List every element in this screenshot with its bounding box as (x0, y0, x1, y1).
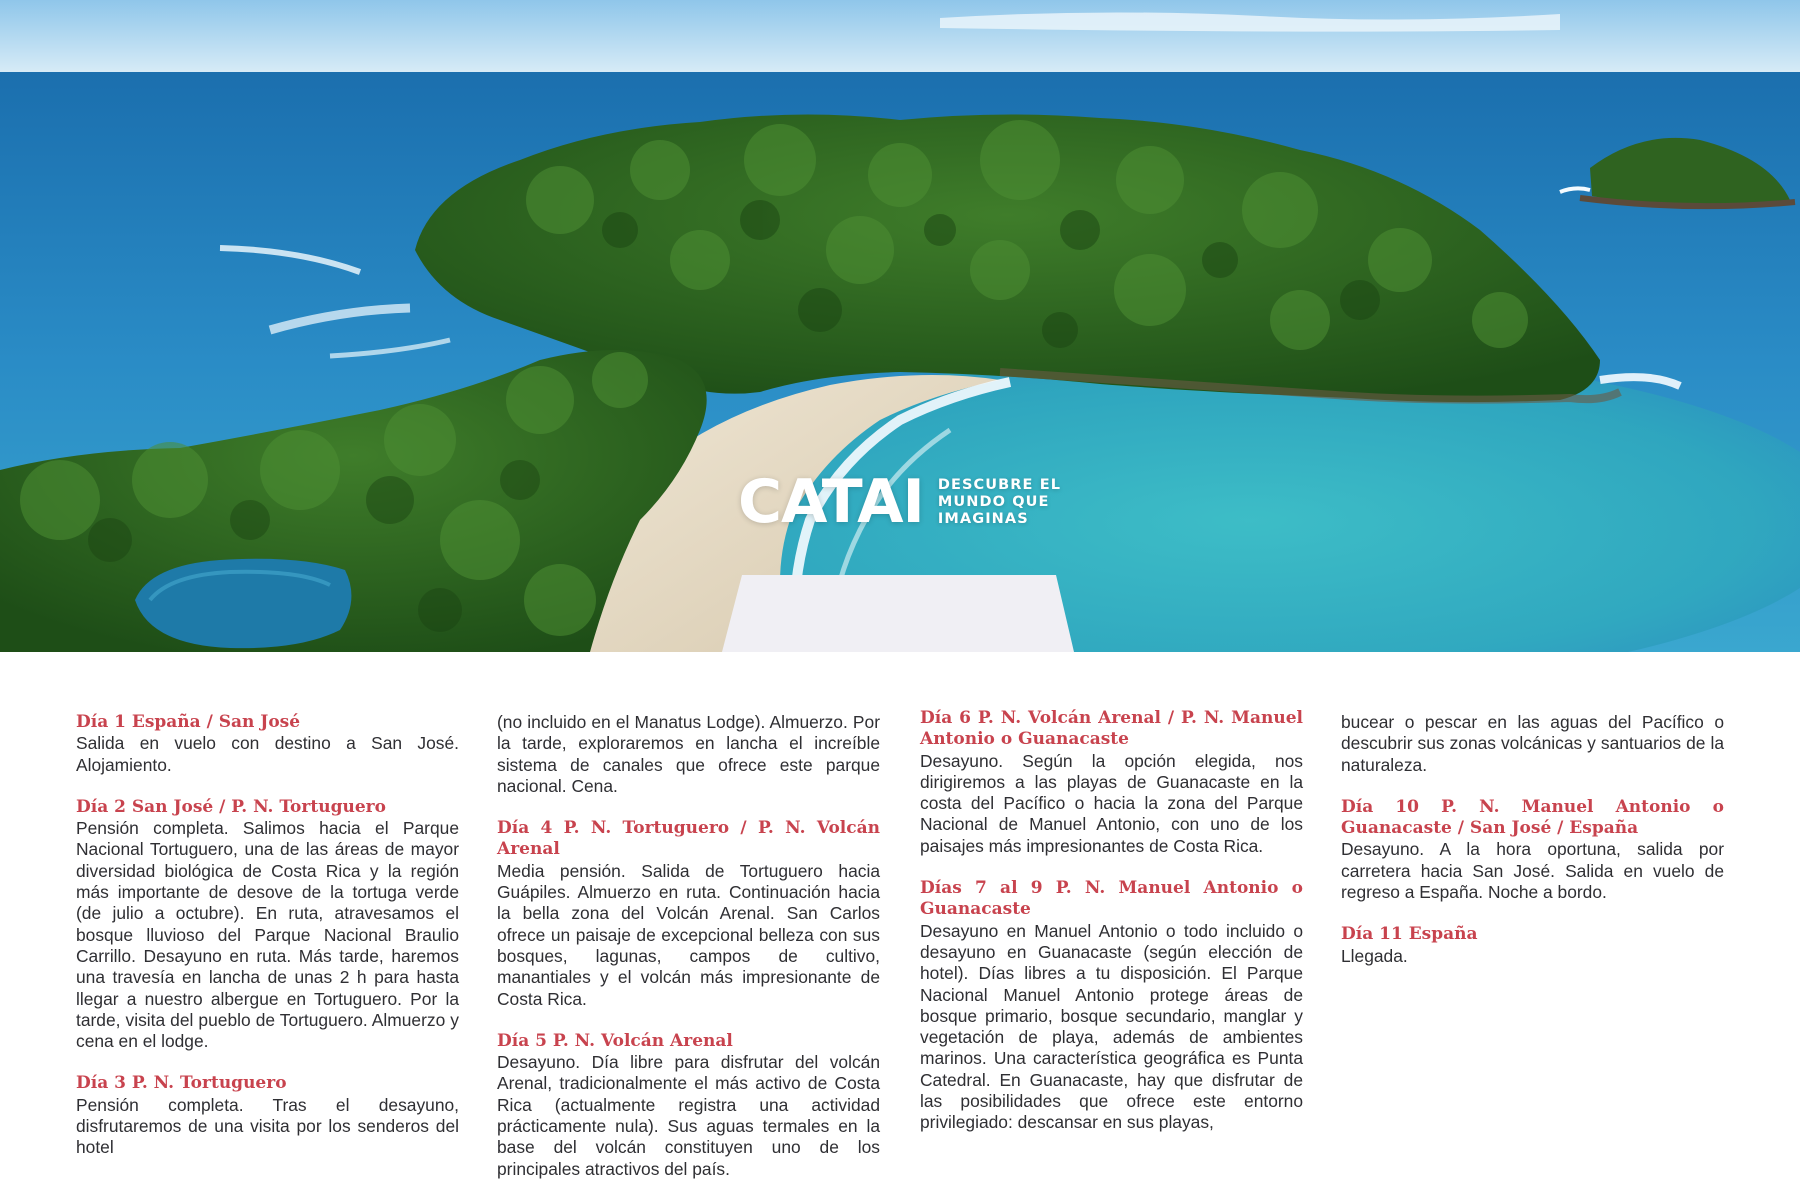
tagline-line-1: DESCUBRE EL (937, 476, 1062, 493)
itinerary (76, 708, 1726, 1182)
day-title: Día 3 P. N. Tortuguero (76, 1073, 287, 1094)
day-2 (76, 797, 459, 1053)
day-title: Día 5 P. N. Volcán Arenal (497, 1030, 733, 1051)
day-10 (1341, 797, 1724, 903)
day-text: Llegada. (1341, 945, 1408, 966)
day-text: Desayuno. Según la opción elegida, nos dirigiremos a las playas de Guanacaste en la costa del Pacífico o hacia la zona del Parque Nacional de Manuel Antonio, con uno de los paisajes más impresionantes de Costa Rica. (920, 750, 1303, 856)
day-6 (920, 708, 1303, 857)
day-title: Día 1 España / San José (76, 712, 301, 732)
day-title: Día 11 España (1341, 924, 1478, 945)
day-11 (1341, 924, 1724, 967)
day-text: Desayuno. A la hora oportuna, salida por carretera hacia San José. Salida en vuelo de regreso a España. Noche a bordo. (1341, 839, 1724, 903)
day-title: Días 7 al 9 P. N. Manuel Antonio o Guanacaste (920, 878, 1303, 920)
day-text: Pensión completa. Salimos hacia el Parque Nacional Tortuguero, una de las áreas de mayor diversidad biológica de Costa Rica y la región más importante de desove de la tortuga verde (de julio a octubre). En ruta, atravesamos el bosque lluvioso del Parque Nacional Braulio Carrillo. Desayuno en ruta. Más tarde, haremos una travesía en lancha de unas 2 h para hasta llegar a nuestro albergue en Tortuguero. Por la tarde, visita del pueblo de Tortuguero. Almuerzo y cena en el lodge. (76, 818, 459, 1052)
day-text: Pensión completa. Tras el desayuno, disfrutaremos de una visita por los senderos del hotel (76, 1094, 459, 1158)
itinerary-column-3 (920, 708, 1303, 1155)
tagline-line-2: MUNDO QUE (937, 493, 1050, 510)
brand-logo (738, 467, 1062, 537)
day-title: Día 4 P. N. Tortuguero / P. N. Volcán Arenal (497, 818, 880, 860)
day-4 (497, 818, 880, 1010)
tagline-line-3: IMAGINAS (937, 510, 1029, 527)
itinerary-column-1 (76, 712, 459, 1180)
days-7-9 (920, 878, 1303, 1134)
day-5 (497, 1031, 880, 1180)
day-3-continued (497, 712, 880, 797)
day-text: bucear o pescar en las aguas del Pacífico o descubrir sus zonas volcánicas y santuarios de la naturaleza. (1341, 712, 1724, 775)
itinerary-column-2 (497, 712, 880, 1201)
day-title: Día 2 San José / P. N. Tortuguero (76, 796, 386, 817)
brand-name: CATAI (738, 467, 924, 537)
itinerary-column-4 (1341, 712, 1724, 988)
day-title: Día 10 P. N. Manuel Antonio o Guanacaste / San José / España (1341, 796, 1724, 839)
days-7-9-continued (1341, 712, 1724, 776)
day-text: Desayuno. Día libre para disfrutar del volcán Arenal, tradicionalmente el más activo de Costa Rica (actualmente registra una actividad prácticamente nula). Sus aguas termales en la base del volcán constituyen uno de los principales atractivos del país. (497, 1052, 880, 1179)
day-text: (no incluido en el Manatus Lodge). Almuerzo. Por la tarde, exploraremos en lancha el increíble sistema de canales que ofrece este parque nacional. Cena. (497, 712, 880, 796)
brand-tagline (938, 477, 1061, 528)
day-text: Media pensión. Salida de Tortuguero hacia Guápiles. Almuerzo en ruta. Continuación hacia la bella zona del Volcán Arenal. San Carlos ofrece un paisaje de excepcional belleza con sus bosques, lagunas, campos de cultivo, manantiales y el volcán más impresionante de Costa Rica. (497, 860, 880, 1009)
day-text: Desayuno en Manuel Antonio o todo incluido o desayuno en Guanacaste (según elección de hotel). Días libres a tu disposición. El Parque Nacional Manuel Antonio protege áreas de bosque primario, bosque secundario, manglar y vegetación de playa, además de ambientes marinos. Una característica geográfica es Punta Catedral. En Guanacaste, hay que disfrutar de las posibilidades que ofrece este entorno privilegiado: descansar en sus playas, (920, 920, 1303, 1133)
day-1 (76, 712, 459, 776)
day-text: Salida en vuelo con destino a San José. Alojamiento. (76, 733, 459, 775)
day-title: Día 6 P. N. Volcán Arenal / P. N. Manuel Antonio o Guanacaste (920, 708, 1303, 750)
day-3 (76, 1073, 459, 1158)
